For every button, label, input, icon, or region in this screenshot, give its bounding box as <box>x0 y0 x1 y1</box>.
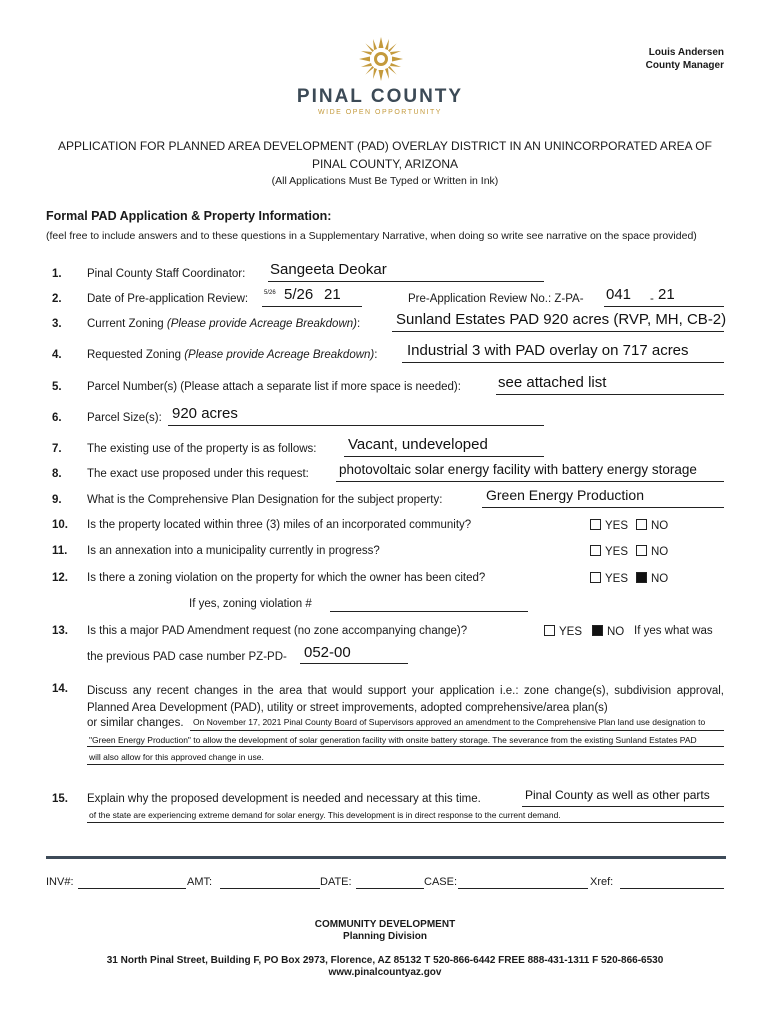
q4-label: Requested Zoning (Please provide Acreage Breakdown): <box>87 349 378 361</box>
q8-number: 8. <box>52 468 62 480</box>
q11-no-option[interactable]: NO <box>636 545 668 558</box>
q14-answer-line1-text: On November 17, 2021 Pinal County Board of Supervisors approved an amendment to the Comprehensive Plan land use designation to <box>193 717 706 727</box>
checkbox-icon[interactable] <box>590 545 601 556</box>
q11-yes-option[interactable]: YES <box>590 545 628 558</box>
amt-label: AMT: <box>187 876 213 888</box>
q10-label: Is the property located within three (3) miles of an incorporated community? <box>87 519 472 531</box>
q14-prompt: Discuss any recent changes in the area that would support your application i.e.: zone change(s), subdivision approval, Planned Area Development (PAD), utility or street improvements, adopted comprehensive/area plan(s) <box>87 685 724 714</box>
q2-number: 2. <box>52 293 62 305</box>
q2-review-no-dash: - <box>650 293 654 305</box>
q13-yes-option[interactable]: YES <box>544 625 582 638</box>
q7-answer-line[interactable] <box>344 456 544 457</box>
footer-address: 31 North Pinal Street, Building F, PO Box 2973, Florence, AZ 85132 T 520-866-6442 FREE 888-431-1311 F 520-866-6530 <box>106 955 664 966</box>
q2-label: Date of Pre-application Review: <box>87 293 249 305</box>
q12-violation-line[interactable] <box>330 611 528 612</box>
county-manager-block <box>646 46 724 72</box>
q1-number: 1. <box>52 268 62 280</box>
case-label: CASE: <box>424 876 458 888</box>
form-title-note: (All Applications Must Be Typed or Written in Ink) <box>271 175 499 187</box>
footer-division: Planning Division <box>343 931 427 942</box>
q13-number: 13. <box>52 625 68 637</box>
q2-review-no-a: 041 <box>606 286 632 303</box>
form-title <box>40 137 730 173</box>
q15-answer-line1-text: Pinal County as well as other parts <box>525 788 710 802</box>
q11-label: Is an annexation into a municipality currently in progress? <box>87 545 380 557</box>
q7-number: 7. <box>52 443 62 455</box>
checkbox-checked-icon[interactable] <box>592 625 603 636</box>
logo-tagline: WIDE OPEN OPPORTUNITY <box>318 109 442 116</box>
q6-answer-line[interactable] <box>168 425 544 426</box>
inv-label: INV#: <box>46 876 74 888</box>
q13-label: Is this a major PAD Amendment request (no zone accompanying change)? <box>87 625 468 637</box>
q14-prompt-end: or similar changes. <box>87 717 184 729</box>
manager-name: Louis Andersen <box>648 47 724 58</box>
q12-label: Is there a zoning violation on the property for which the owner has been cited? <box>87 572 486 584</box>
q13-no-option[interactable]: NO <box>592 625 624 638</box>
footer-divider <box>46 856 726 859</box>
q15-label: Explain why the proposed development is needed and necessary at this time. <box>87 793 481 805</box>
q3-label: Current Zoning (Please provide Acreage Breakdown): <box>87 318 361 330</box>
xref-label: Xref: <box>590 876 614 888</box>
q3-answer-line[interactable] <box>392 331 724 332</box>
q6-number: 6. <box>52 412 62 424</box>
case-line[interactable] <box>458 888 588 889</box>
q14-answer-line3[interactable] <box>87 764 724 765</box>
form-title-line2: PINAL COUNTY, ARIZONA <box>311 157 459 171</box>
q3-number: 3. <box>52 318 62 330</box>
form-title-line1: APPLICATION FOR PLANNED AREA DEVELOPMENT (PAD) OVERLAY DISTRICT IN AN UNINCORPORATED AREA OF <box>58 139 712 153</box>
q13-previous-case-line[interactable] <box>300 663 408 664</box>
q2-answer-date: 5/26 <box>284 286 314 303</box>
q9-number: 9. <box>52 494 62 506</box>
q15-number: 15. <box>52 793 68 805</box>
q14-answer-line1[interactable] <box>190 730 724 731</box>
date-label: DATE: <box>320 876 352 888</box>
q12-number: 12. <box>52 572 68 584</box>
q3-answer: Sunland Estates PAD 920 acres (RVP, MH, CB-2) <box>396 311 727 328</box>
q14-answer-line2[interactable] <box>87 746 724 747</box>
q13-after-label: If yes what was <box>634 625 713 637</box>
q10-no-option[interactable]: NO <box>636 519 668 532</box>
q13-previous-case-answer: 052-00 <box>304 644 351 661</box>
q5-number: 5. <box>52 381 62 393</box>
section-heading: Formal PAD Application & Property Information: <box>46 209 332 223</box>
inv-line[interactable] <box>78 888 186 889</box>
q6-answer: 920 acres <box>172 405 238 422</box>
checkbox-icon[interactable] <box>636 545 647 556</box>
q7-answer: Vacant, undeveloped <box>348 436 488 453</box>
q7-label: The existing use of the property is as follows: <box>87 443 317 455</box>
logo-main-text: PINAL COUNTY <box>296 86 464 107</box>
checkbox-icon[interactable] <box>544 625 555 636</box>
q2-answer-line[interactable] <box>262 306 362 307</box>
q9-answer-line[interactable] <box>482 507 724 508</box>
q15-answer-line2-text: of the state are experiencing extreme demand for solar energy. This development is in direct response to the current demand. <box>89 810 561 820</box>
q11-number: 11. <box>52 545 68 557</box>
pinal-county-sun-logo-icon <box>358 36 404 82</box>
q5-answer: see attached list <box>498 374 607 391</box>
q8-answer: photovoltaic solar energy facility with battery energy storage <box>339 462 697 477</box>
date-line[interactable] <box>356 888 424 889</box>
q2-review-no-line[interactable] <box>604 306 724 307</box>
checkbox-icon[interactable] <box>636 519 647 530</box>
q4-answer-line[interactable] <box>402 362 724 363</box>
q10-number: 10. <box>52 519 68 531</box>
q9-label: What is the Comprehensive Plan Designation for the subject property: <box>87 494 443 506</box>
footer-website[interactable]: www.pinalcountyaz.gov <box>328 967 442 978</box>
q15-answer-line2[interactable] <box>87 822 724 823</box>
q8-answer-line[interactable] <box>336 481 724 482</box>
q2-review-no-label: Pre-Application Review No.: Z-PA- <box>408 293 584 305</box>
q12-no-option[interactable]: NO <box>636 572 668 585</box>
q13-previous-case-label: the previous PAD case number PZ-PD- <box>87 651 287 663</box>
footer-dept: COMMUNITY DEVELOPMENT <box>314 919 456 930</box>
checkbox-checked-icon[interactable] <box>636 572 647 583</box>
q1-label: Pinal County Staff Coordinator: <box>87 268 246 280</box>
q2-answer-year: 21 <box>324 286 341 303</box>
checkbox-icon[interactable] <box>590 519 601 530</box>
q14-answer-line2-text: "Green Energy Production" to allow the development of solar generation facility with onsite battery storage. The severance from the existing Sunland Estates PAD <box>89 735 697 745</box>
q8-label: The exact use proposed under this request: <box>87 468 309 480</box>
pinal-county-logo-text <box>270 86 490 116</box>
q9-answer: Green Energy Production <box>486 487 644 503</box>
xref-line[interactable] <box>620 888 724 889</box>
q10-yes-option[interactable]: YES <box>590 519 628 532</box>
q14-answer-line3-text: will also allow for this approved change in use. <box>89 752 264 762</box>
manager-title: County Manager <box>645 60 724 71</box>
q12-followup-label: If yes, zoning violation # <box>189 598 312 610</box>
q1-answer-line[interactable] <box>268 281 544 282</box>
q1-answer: Sangeeta Deokar <box>270 261 387 278</box>
q2-small-date: 5/26 <box>264 290 276 296</box>
q5-label: Parcel Number(s) (Please attach a separate list if more space is needed): <box>87 381 461 393</box>
amt-line[interactable] <box>220 888 320 889</box>
q6-label: Parcel Size(s): <box>87 412 162 424</box>
section-note: (feel free to include answers and to these questions in a Supplementary Narrative, when doing so write see narrative on the space provided) <box>46 230 697 242</box>
checkbox-icon[interactable] <box>590 572 601 583</box>
q4-answer: Industrial 3 with PAD overlay on 717 acres <box>407 342 689 359</box>
q2-review-no-b: 21 <box>658 286 675 303</box>
q12-yes-option[interactable]: YES <box>590 572 628 585</box>
q4-number: 4. <box>52 349 62 361</box>
q5-answer-line[interactable] <box>496 394 724 395</box>
q15-answer-line1[interactable] <box>522 806 724 807</box>
q14-number: 14. <box>52 683 68 695</box>
